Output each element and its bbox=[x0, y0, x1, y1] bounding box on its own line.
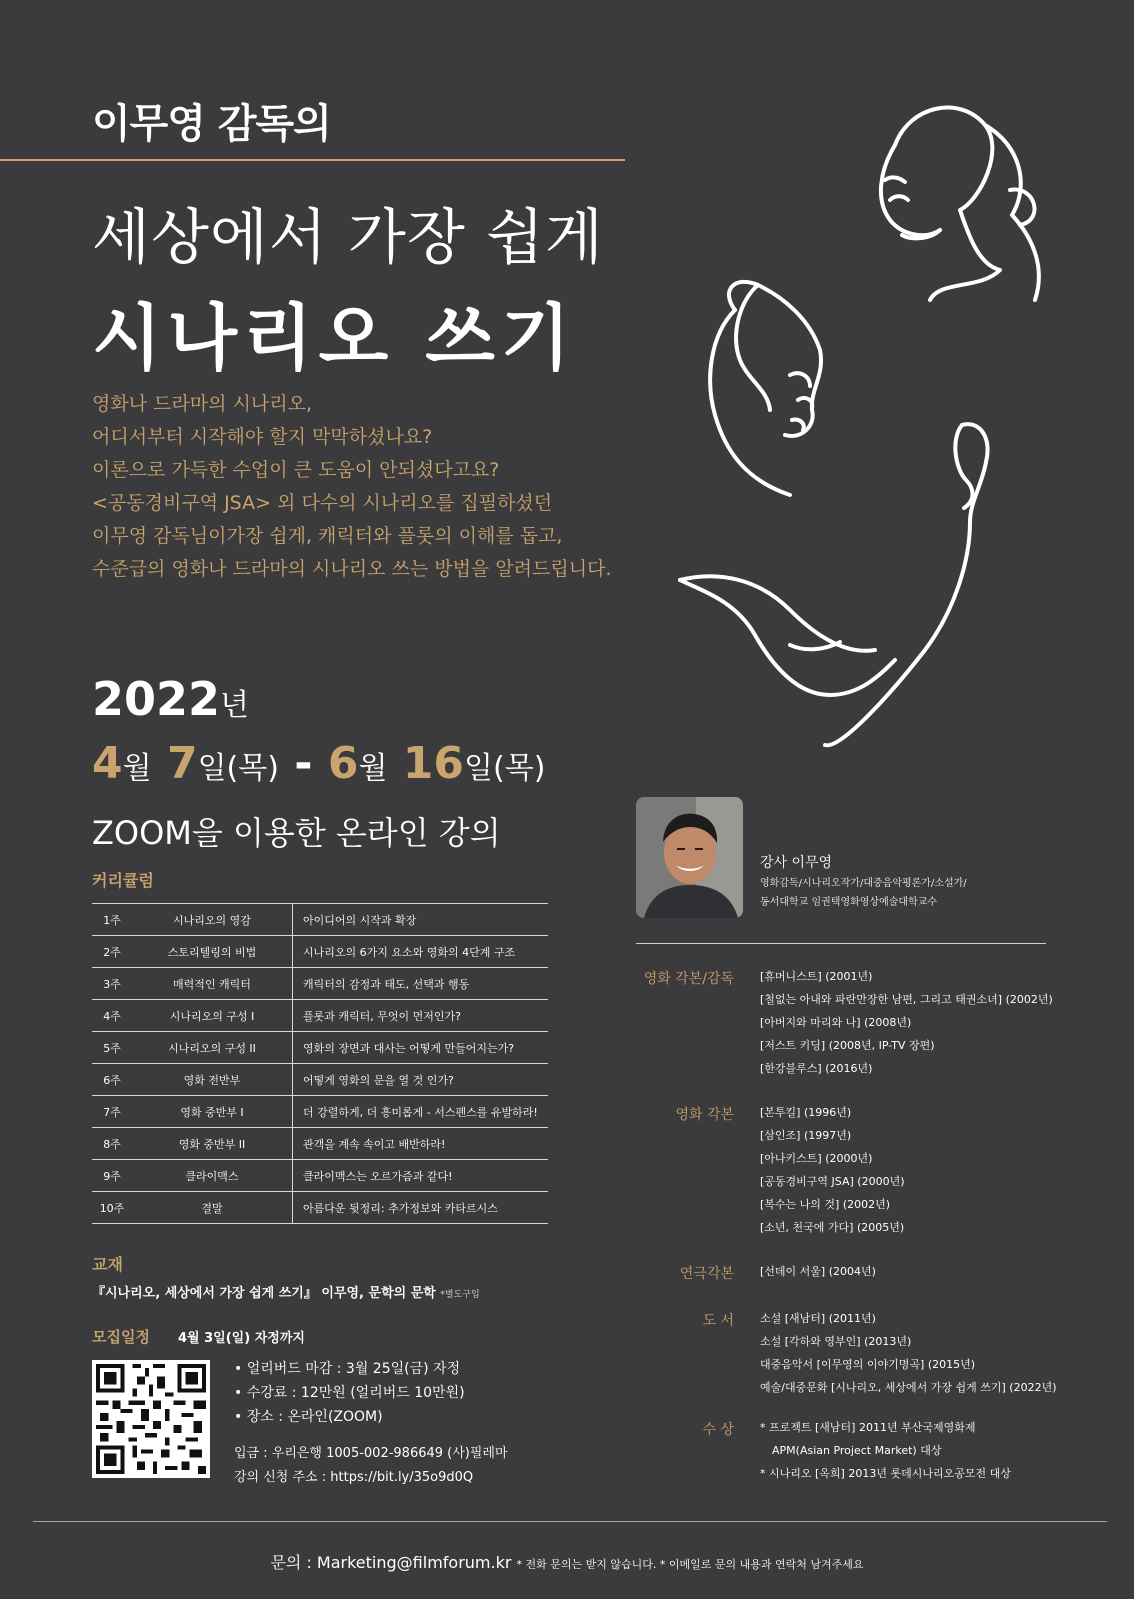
year-number: 2022 bbox=[92, 672, 221, 726]
instructor-description bbox=[760, 874, 967, 912]
list-item: 대중음악서 [이무영의 이야기명곡] (2015년) bbox=[760, 1358, 976, 1371]
topic-cell: 결말 bbox=[132, 1192, 293, 1224]
topic-cell: 영화 중반부 II bbox=[132, 1128, 293, 1160]
career-list-play bbox=[760, 1260, 876, 1283]
table-row bbox=[92, 1160, 548, 1192]
instructor-photo bbox=[636, 797, 743, 918]
career-list-awards bbox=[760, 1416, 1011, 1485]
topic-cell: 영화 전반부 bbox=[132, 1064, 293, 1096]
table-row bbox=[92, 1032, 548, 1064]
career-list-film-director bbox=[760, 965, 1053, 1080]
table-row bbox=[92, 1128, 548, 1160]
career-label-awards: 수 상 bbox=[702, 1422, 734, 1438]
start-month-unit: 월 bbox=[122, 751, 152, 786]
table-row bbox=[92, 1096, 548, 1128]
list-item: • 장소 : 온라인(ZOOM) bbox=[234, 1405, 465, 1429]
textbook-note: *별도구입 bbox=[440, 1290, 480, 1300]
list-item: [복수는 나의 것] (2002년) bbox=[760, 1198, 891, 1211]
start-month: 4 bbox=[92, 738, 123, 789]
desc-cell: 더 강렬하게, 더 흥미롭게 - 서스펜스를 유발하라! bbox=[293, 1096, 549, 1128]
curriculum-table bbox=[92, 903, 548, 1224]
bank-info: 입금 : 우리은행 1005-002-986649 (사)필레마 bbox=[234, 1446, 508, 1461]
list-item: [본투킬] (1996년) bbox=[760, 1106, 852, 1119]
table-row bbox=[92, 1064, 548, 1096]
footer-divider bbox=[33, 1521, 1107, 1522]
topic-cell: 매력적인 캐릭터 bbox=[132, 968, 293, 1000]
pre-title: 이무영 감독의 bbox=[92, 101, 331, 147]
career-label-books: 도 서 bbox=[702, 1313, 734, 1329]
list-item: [삼인조] (1997년) bbox=[760, 1129, 852, 1142]
instructor-desc-line: 동서대학교 임권택영화영상예술대학교수 bbox=[760, 897, 938, 908]
portrait-illustration bbox=[636, 797, 743, 918]
topic-cell: 시나리오의 영감 bbox=[132, 904, 293, 936]
topic-cell: 스토리텔링의 비법 bbox=[132, 936, 293, 968]
week-cell: 1주 bbox=[92, 904, 132, 936]
intro-line: 이무영 감독님이가장 쉽게, 캐릭터와 플롯의 이해를 돕고, bbox=[92, 525, 563, 547]
week-cell: 5주 bbox=[92, 1032, 132, 1064]
list-item: * 프로젝트 [새남터] 2011년 부산국제영화제 bbox=[760, 1421, 976, 1434]
week-cell: 3주 bbox=[92, 968, 132, 1000]
desc-cell: 아름다운 뒷정리: 추가정보와 카타르시스 bbox=[293, 1192, 549, 1224]
line-art-faces-illustration bbox=[640, 90, 1060, 770]
list-item: * 시나리오 [옥희] 2013년 롯데시나리오공모전 대상 bbox=[760, 1467, 1011, 1480]
list-item: [철없는 아내와 파란만장한 남편, 그리고 태권소녀] (2002년) bbox=[760, 993, 1053, 1006]
curriculum-title: 커리큘럼 bbox=[92, 871, 154, 890]
title-divider bbox=[0, 159, 625, 161]
textbook-name: 『시나리오, 세상에서 가장 쉽게 쓰기』 이무영, 문학의 문학 bbox=[92, 1286, 436, 1301]
start-day-unit: 일(목) bbox=[197, 751, 279, 786]
course-mode: ZOOM을 이용한 온라인 강의 bbox=[92, 814, 501, 852]
start-day: 7 bbox=[166, 738, 198, 789]
desc-cell: 플롯과 캐릭터, 무엇이 먼저인가? bbox=[293, 1000, 549, 1032]
week-cell: 8주 bbox=[92, 1128, 132, 1160]
date-dash: - bbox=[294, 738, 313, 789]
list-item: [휴머니스트] (2001년) bbox=[760, 970, 873, 983]
table-row bbox=[92, 968, 548, 1000]
intro-line: 이론으로 가득한 수업이 큰 도움이 안되셨다고요? bbox=[92, 459, 500, 481]
instructor-desc-line: 영화감독/시나리오작가/대중음악평론가/소설가/ bbox=[760, 878, 967, 889]
intro-line: <공동경비구역 JSA> 외 다수의 시나리오를 집필하셨던 bbox=[92, 492, 553, 514]
topic-cell: 시나리오의 구성 I bbox=[132, 1000, 293, 1032]
week-cell: 9주 bbox=[92, 1160, 132, 1192]
list-item: 소설 [각하와 영부인] (2013년) bbox=[760, 1335, 912, 1348]
desc-cell: 아이디어의 시작과 확장 bbox=[293, 904, 549, 936]
topic-cell: 클라이맥스 bbox=[132, 1160, 293, 1192]
career-label-film-director: 영화 각본/감독 bbox=[643, 971, 734, 987]
intro-line: 영화나 드라마의 시나리오, bbox=[92, 393, 313, 415]
week-cell: 2주 bbox=[92, 936, 132, 968]
year-unit: 년 bbox=[220, 688, 250, 723]
list-item: • 수강료 : 12만원 (얼리버드 10만원) bbox=[234, 1381, 465, 1405]
contact-note: * 전화 문의는 받지 않습니다. * 이메일로 문의 내용과 연락처 남겨주세요 bbox=[516, 1558, 864, 1571]
week-cell: 4주 bbox=[92, 1000, 132, 1032]
list-item: [아나키스트] (2000년) bbox=[760, 1152, 873, 1165]
title-line-1: 세상에서 가장 쉽게 bbox=[92, 203, 604, 273]
instructor-divider bbox=[636, 943, 1046, 944]
desc-cell: 클라이맥스는 오르가즘과 같다! bbox=[293, 1160, 549, 1192]
list-item: [저스트 키딩] (2008년, IP-TV 장편) bbox=[760, 1039, 935, 1052]
desc-cell: 캐릭터의 감정과 태도, 선택과 행동 bbox=[293, 968, 549, 1000]
career-label-film-script: 영화 각본 bbox=[675, 1107, 734, 1123]
instructor-name: 강사 이무영 bbox=[760, 855, 833, 871]
career-label-play: 연극각본 bbox=[679, 1266, 734, 1282]
end-day-unit: 일(목) bbox=[464, 751, 546, 786]
intro-line: 어디서부터 시작해야 할지 막막하셨나요? bbox=[92, 426, 433, 448]
qr-code[interactable] bbox=[92, 1360, 210, 1478]
footer-contact bbox=[0, 1550, 1134, 1573]
year-line bbox=[92, 672, 249, 726]
recruit-deadline: 4월 3일(일) 자정까지 bbox=[178, 1331, 305, 1346]
end-month-unit: 월 bbox=[358, 751, 388, 786]
table-row bbox=[92, 936, 548, 968]
desc-cell: 영화의 장면과 대사는 어떻게 만들어지는가? bbox=[293, 1032, 549, 1064]
list-item: 예술/대중문화 [시나리오, 세상에서 가장 쉽게 쓰기] (2022년) bbox=[760, 1381, 1057, 1394]
topic-cell: 시나리오의 구성 II bbox=[132, 1032, 293, 1064]
date-range bbox=[92, 738, 545, 789]
list-item: [아버지와 마리와 나] (2008년) bbox=[760, 1016, 912, 1029]
week-cell: 6주 bbox=[92, 1064, 132, 1096]
desc-cell: 관객을 계속 속이고 배반하라! bbox=[293, 1128, 549, 1160]
career-list-film-script bbox=[760, 1101, 905, 1239]
desc-cell: 시나리오의 6가지 요소와 영화의 4단계 구조 bbox=[293, 936, 549, 968]
contact-email[interactable]: 문의 : Marketing@filmforum.kr bbox=[270, 1553, 512, 1572]
list-item: APM(Asian Project Market) 대상 bbox=[772, 1444, 942, 1457]
list-item: [선데이 서울] (2004년) bbox=[760, 1265, 876, 1278]
intro-line: 수준급의 영화나 드라마의 시나리오 쓰는 방법을 알려드립니다. bbox=[92, 558, 612, 580]
title-line-2: 시나리오 쓰기 bbox=[92, 296, 577, 380]
career-list-books bbox=[760, 1307, 1057, 1399]
list-item: • 얼리버드 마감 : 3월 25일(금) 자정 bbox=[234, 1357, 465, 1381]
recruit-label: 모집일정 bbox=[92, 1328, 150, 1346]
topic-cell: 영화 중반부 I bbox=[132, 1096, 293, 1128]
list-item: [한강블루스] (2016년) bbox=[760, 1062, 873, 1075]
textbook-title: 교재 bbox=[92, 1255, 123, 1274]
list-item: [소년, 천국에 가다] (2005년) bbox=[760, 1221, 905, 1234]
list-item: [공동경비구역 JSA] (2000년) bbox=[760, 1175, 905, 1188]
week-cell: 10주 bbox=[92, 1192, 132, 1224]
table-row bbox=[92, 904, 548, 936]
table-row bbox=[92, 1000, 548, 1032]
list-item: 소설 [새남터] (2011년) bbox=[760, 1312, 876, 1325]
table-row bbox=[92, 1192, 548, 1224]
intro-paragraph bbox=[92, 388, 652, 586]
desc-cell: 어떻게 영화의 문을 열 것 인가? bbox=[293, 1064, 549, 1096]
recruit-details bbox=[234, 1357, 465, 1429]
week-cell: 7주 bbox=[92, 1096, 132, 1128]
signup-url[interactable]: 강의 신청 주소 : https://bit.ly/35o9d0Q bbox=[234, 1470, 474, 1485]
end-day: 16 bbox=[402, 738, 465, 789]
textbook-info bbox=[92, 1282, 480, 1301]
end-month: 6 bbox=[327, 738, 359, 789]
